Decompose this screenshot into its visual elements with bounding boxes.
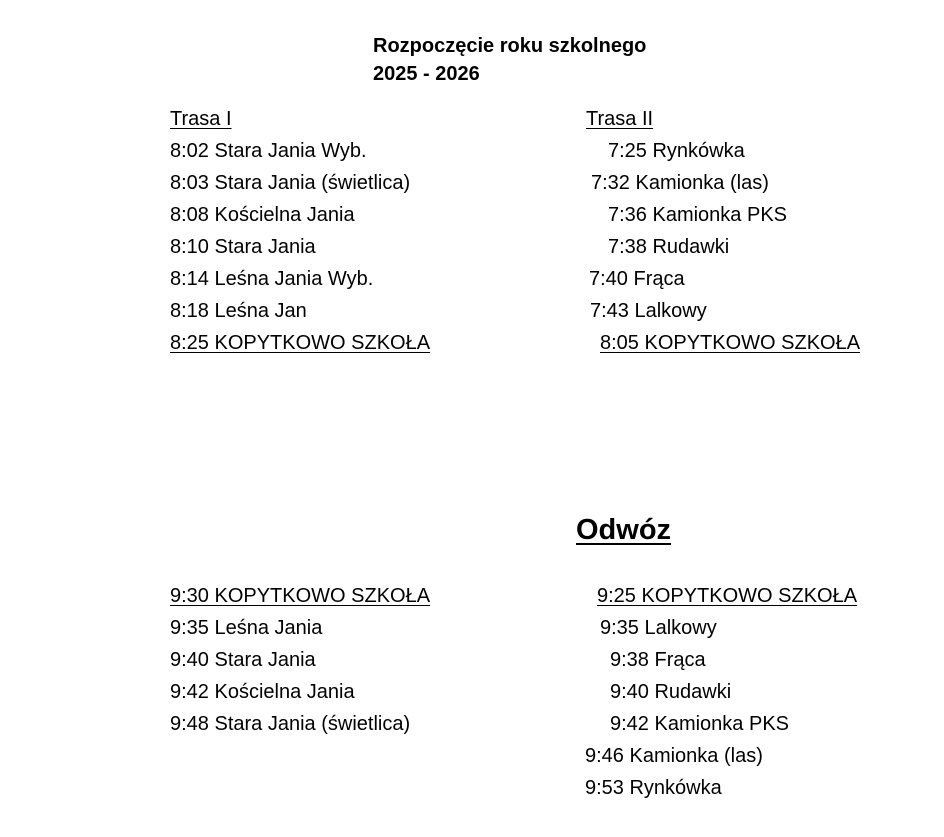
- route-2-stop: 7:40 Frąca: [589, 268, 685, 290]
- return-route-1-stop: 9:40 Stara Jania: [170, 649, 316, 671]
- return-route-2-stop: 9:38 Frąca: [610, 649, 706, 671]
- route-2-stop: 7:36 Kamionka PKS: [608, 204, 787, 226]
- return-route-1-stop: 9:42 Kościelna Jania: [170, 681, 355, 703]
- route-1-stop: 8:10 Stara Jania: [170, 236, 316, 258]
- return-route-1-stop: 9:48 Stara Jania (świetlica): [170, 713, 411, 735]
- route-1-stop: 8:03 Stara Jania (świetlica): [170, 172, 411, 194]
- page-title: Rozpoczęcie roku szkolnego: [373, 35, 647, 57]
- return-route-2-origin: 9:25 KOPYTKOWO SZKOŁA: [597, 585, 858, 607]
- route-1-stop: 8:14 Leśna Jania Wyb.: [170, 268, 374, 290]
- return-route-2-stop: 9:46 Kamionka (las): [585, 745, 763, 767]
- route-2-stop: 7:43 Lalkowy: [590, 300, 707, 322]
- route-2-heading: Trasa II: [586, 108, 654, 130]
- return-route-2-stop: 9:53 Rynkówka: [585, 777, 722, 799]
- route-1-stop: 8:02 Stara Jania Wyb.: [170, 140, 367, 162]
- route-1-heading: Trasa I: [170, 108, 232, 130]
- return-route-1-origin: 9:30 KOPYTKOWO SZKOŁA: [170, 585, 431, 607]
- route-1-destination: 8:25 KOPYTKOWO SZKOŁA: [170, 332, 431, 354]
- route-1-stop: 8:18 Leśna Jan: [170, 300, 307, 322]
- route-1-stop: 8:08 Kościelna Jania: [170, 204, 355, 226]
- return-route-2-stop: 9:42 Kamionka PKS: [610, 713, 789, 735]
- return-section-title: Odwóz: [576, 514, 672, 546]
- route-2-stop: 7:25 Rynkówka: [608, 140, 745, 162]
- route-2-stop: 7:32 Kamionka (las): [591, 172, 769, 194]
- school-year: 2025 - 2026: [373, 63, 480, 85]
- return-route-2-stop: 9:35 Lalkowy: [600, 617, 717, 639]
- return-route-1-stop: 9:35 Leśna Jania: [170, 617, 323, 639]
- route-2-destination: 8:05 KOPYTKOWO SZKOŁA: [600, 332, 861, 354]
- route-2-stop: 7:38 Rudawki: [608, 236, 730, 258]
- return-route-2-stop: 9:40 Rudawki: [610, 681, 732, 703]
